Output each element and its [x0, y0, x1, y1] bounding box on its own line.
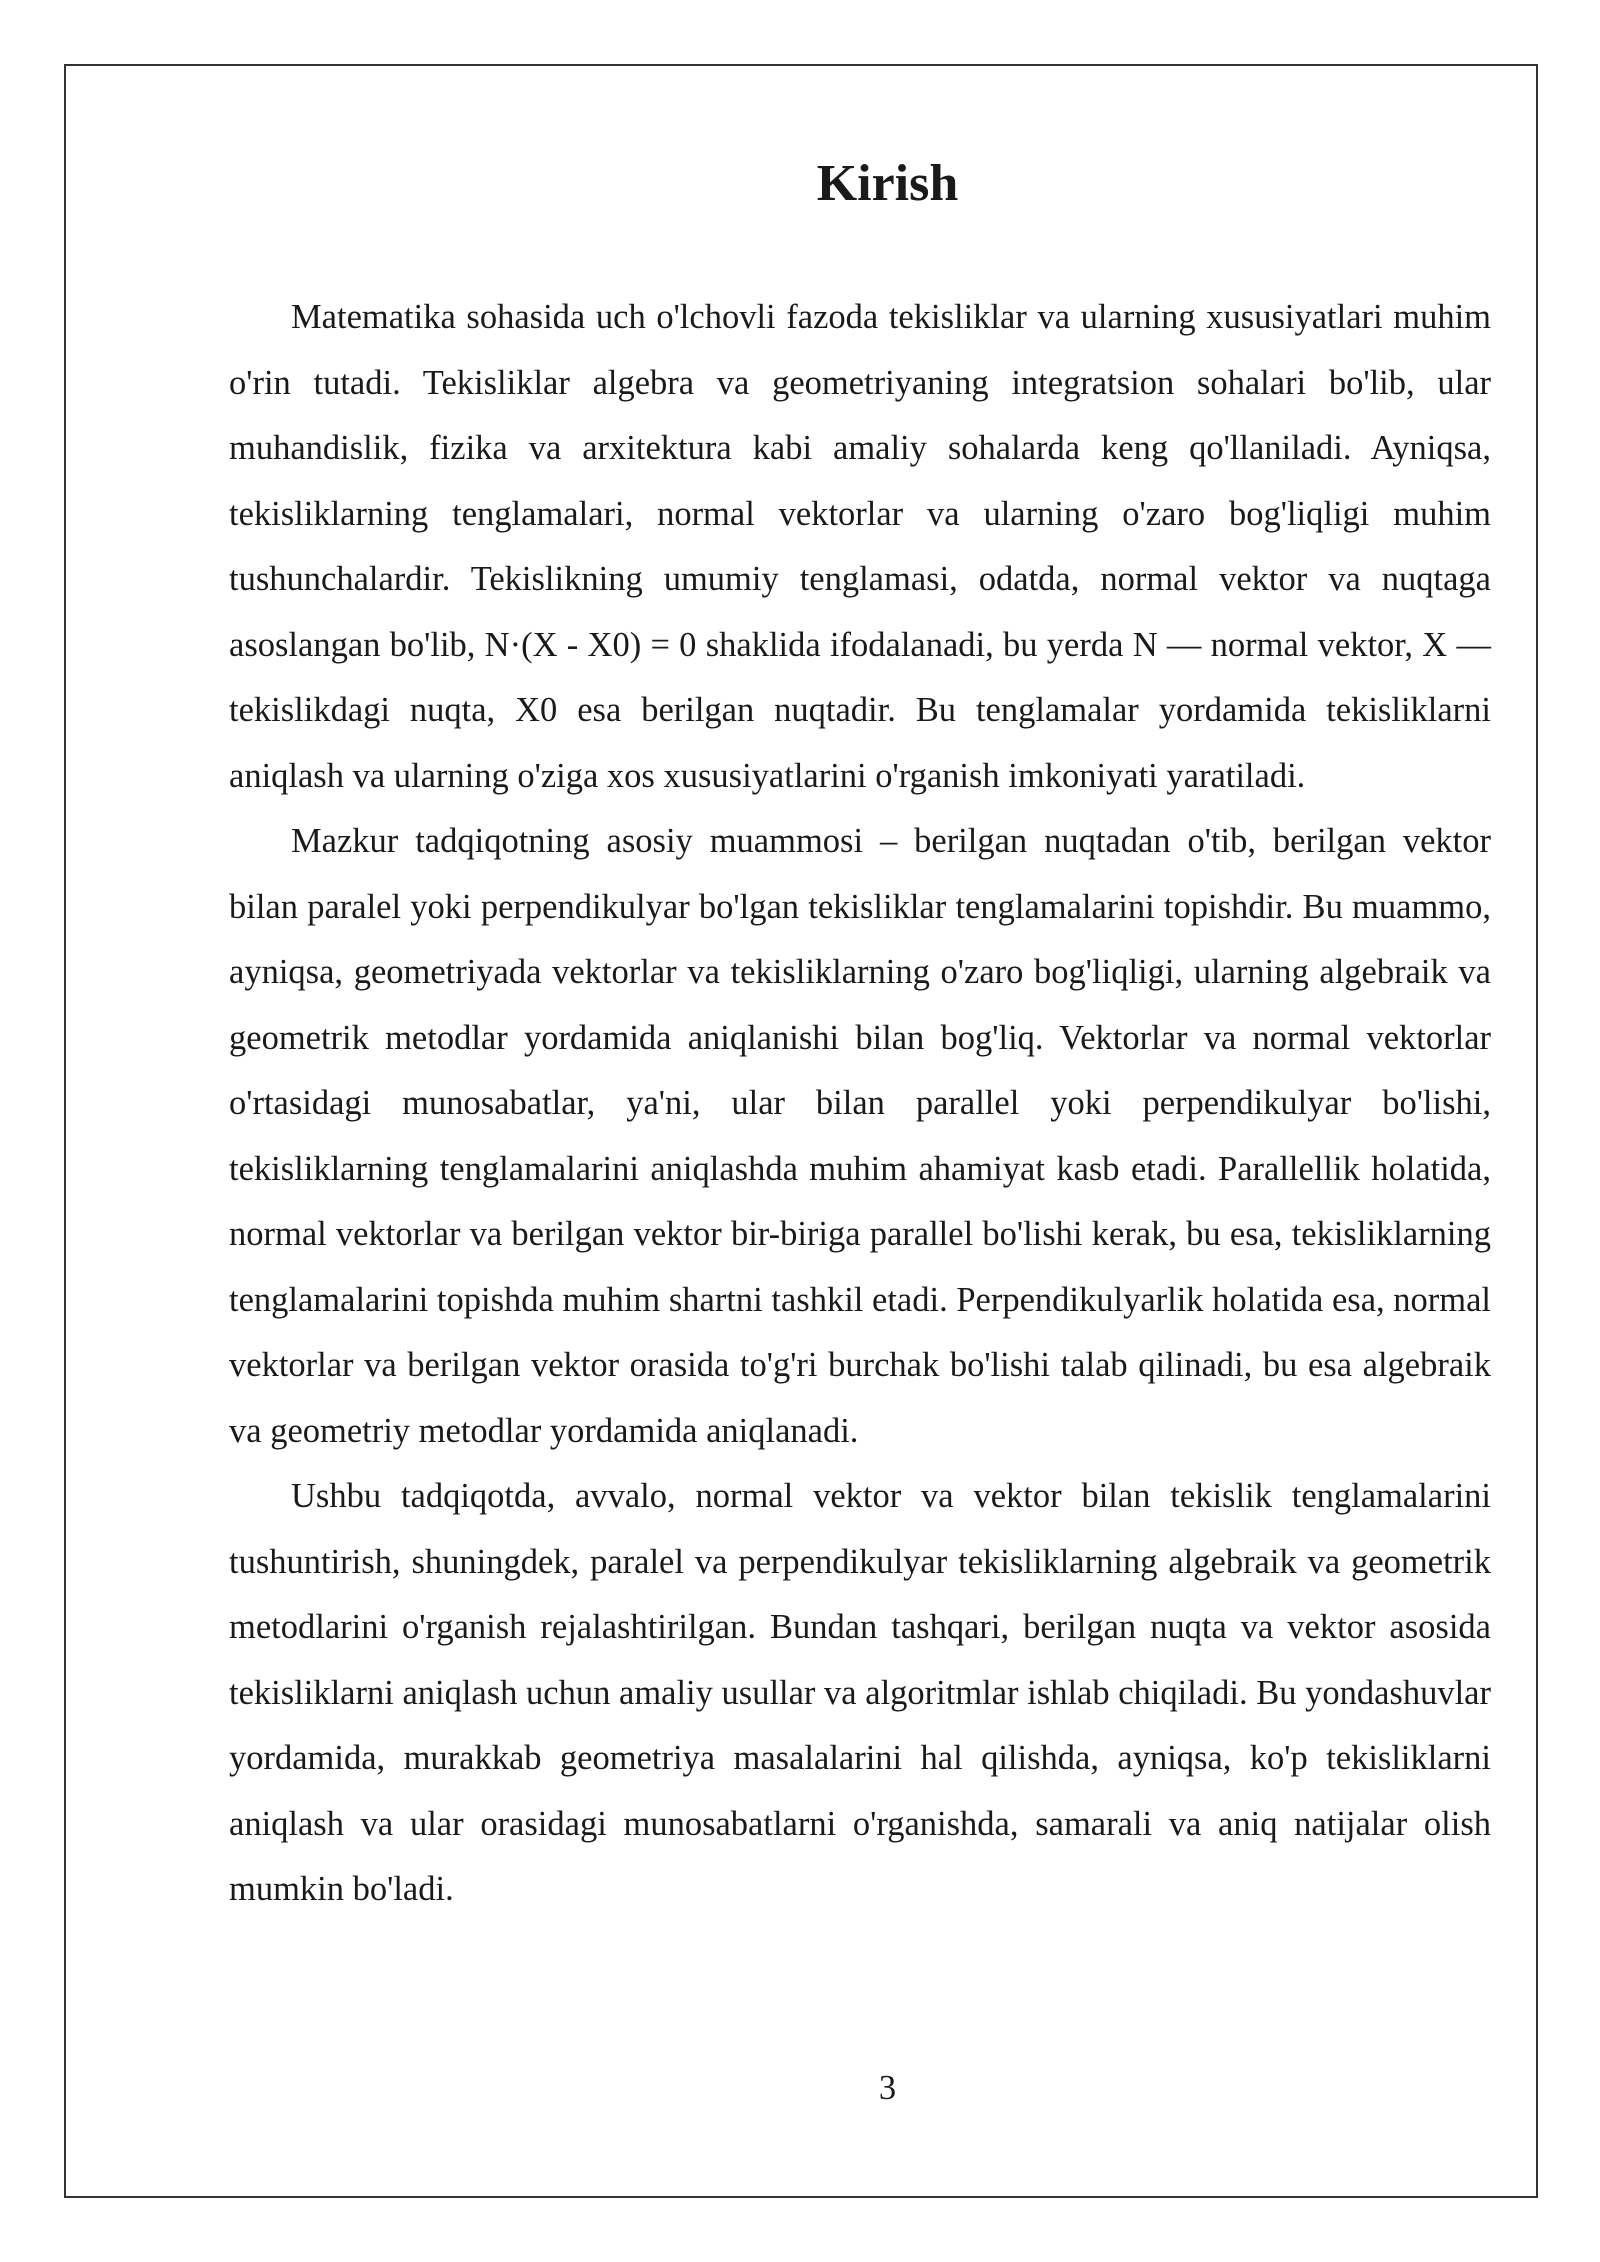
- page-number: 3: [878, 2069, 897, 2107]
- document-body: [229, 285, 1491, 1923]
- page-title: Kirish: [816, 155, 959, 212]
- paragraph-problem-statement: Mazkur tadqiqotning asosiy muammosi – berilgan nuqtadan o'tib, berilgan vektor bilan paralel yoki perpendikulyar bo'lgan tekisliklar tenglamalarini topishdir. Bu muammo, ayniqsa, geometriyada vektorlar va tekisliklarning o'zaro bog'liqligi, ularning algebraik va geometrik metodlar yordamida aniqlanishi bilan bog'liq. Vektorlar va normal vektorlar o'rtasidagi munosabatlar, ya'ni, ular bilan parallel yoki perpendikulyar bo'lishi, tekisliklarning tenglamalarini aniqlashda muhim ahamiyat kasb etadi. Parallellik holatida, normal vektorlar va berilgan vektor bir-biriga parallel bo'lishi kerak, bu esa, tekisliklarning tenglamalarini topishda muhim shartni tashkil etadi. Perpendikulyarlik holatida esa, normal vektorlar va berilgan vektor orasida to'g'ri burchak bo'lishi talab qilinadi, bu esa algebraik va geometriy metodlar yordamida aniqlanadi.: [229, 822, 1491, 1450]
- paragraph-introduction: Matematika sohasida uch o'lchovli fazoda tekisliklar va ularning xususiyatlari muhim o'rin tutadi. Tekisliklar algebra va geometriyaning integratsion sohalari bo'lib, ular muhandislik, fizika va arxitektura kabi amaliy sohalarda keng qo'llaniladi. Ayniqsa, tekisliklarning tenglamalari, normal vektorlar va ularning o'zaro bog'liqligi muhim tushunchalardir. Tekislikning umumiy tenglamasi, odatda, normal vektor va nuqtaga asoslangan bo'lib, N·(X - X0) = 0 shaklida ifodalanadi, bu yerda N — normal vektor, X — tekislikdagi nuqta, X0 esa berilgan nuqtadir. Bu tenglamalar yordamida tekisliklarni aniqlash va ularning o'ziga xos xususiyatlarini o'rganish imkoniyati yaratiladi.: [229, 298, 1491, 795]
- paragraph-research-plan: Ushbu tadqiqotda, avvalo, normal vektor va vektor bilan tekislik tenglamalarini tushuntirish, shuningdek, paralel va perpendikulyar tekisliklarning algebraik va geometrik metodlarini o'rganish rejalashtirilgan. Bundan tashqari, berilgan nuqta va vektor asosida tekisliklarni aniqlash uchun amaliy usullar va algoritmlar ishlab chiqiladi. Bu yondashuvlar yordamida, murakkab geometriya masalalarini hal qilishda, ayniqsa, ko'p tekisliklarni aniqlash va ular orasidagi munosabatlarni o'rganishda, samarali va aniq natijalar olish mumkin bo'ladi.: [229, 1477, 1491, 1908]
